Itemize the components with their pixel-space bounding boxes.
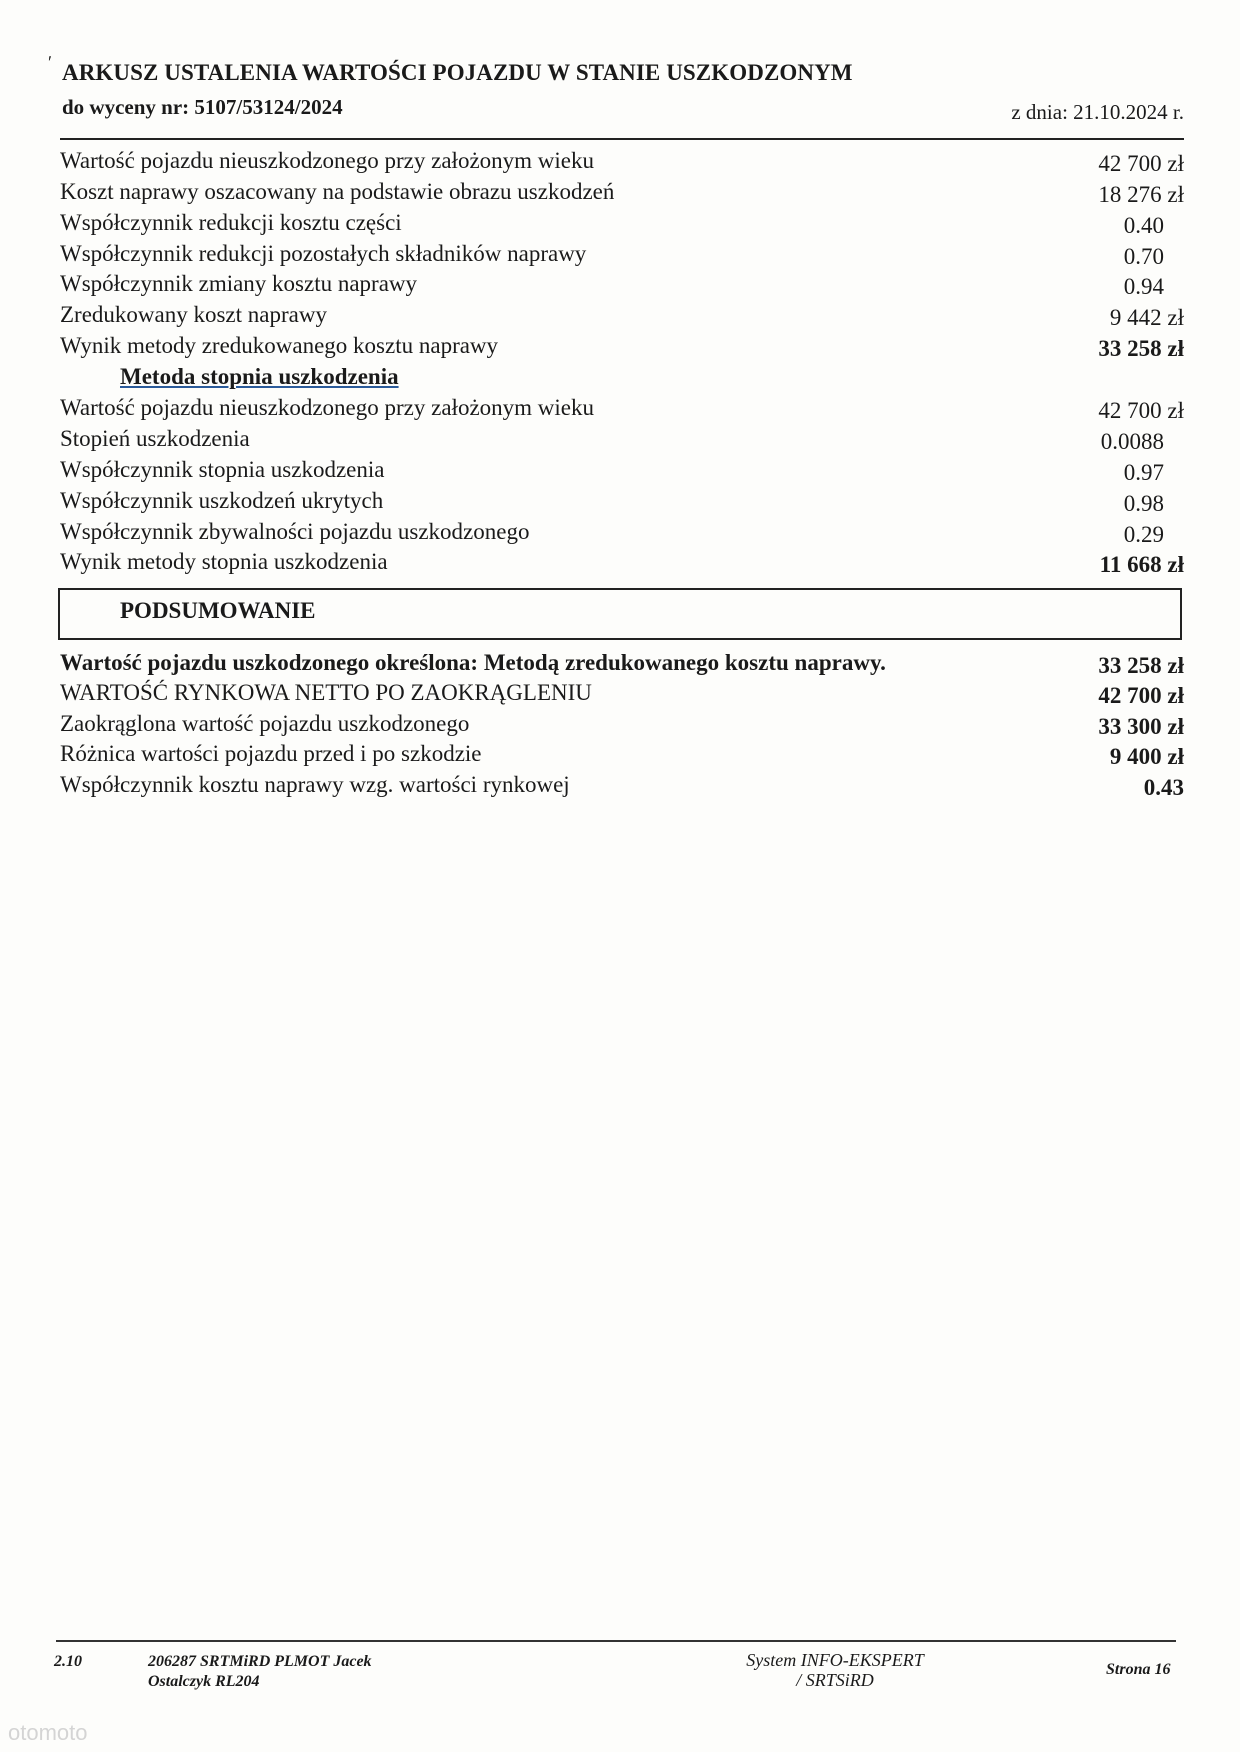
row-label: Współczynnik zbywalności pojazdu uszkodzonego [60,519,530,544]
document-title: ARKUSZ USTALENIA WARTOŚCI POJAZDU W STANIE USZKODZONYM [62,60,853,85]
footer-version: 2.10 [54,1653,82,1670]
header-divider [60,138,1184,140]
table-row [60,426,1184,456]
footer-expert-line2: Ostalczyk RL204 [148,1673,260,1690]
footer-system-line1: System INFO-EKSPERT [746,1650,924,1670]
summary-row [60,650,1184,680]
row-value: 9 400 zł [1109,744,1184,769]
row-value: 0.43 [1143,775,1184,800]
row-value: 0.97 [1123,460,1164,485]
summary-row [60,680,1184,710]
footer-system [700,1650,970,1690]
row-label: Koszt naprawy oszacowany na podstawie obrazu uszkodzeń [60,179,615,204]
table-row [60,302,1184,332]
document-date: z dnia: 21.10.2024 r. [1011,100,1184,124]
row-label: Współczynnik redukcji pozostałych składników naprawy [60,241,587,266]
valuation-reference: do wyceny nr: 5107/53124/2024 [62,95,343,119]
method1-result-row [60,333,1184,363]
summary-row [60,772,1184,802]
row-value: 42 700 zł [1098,151,1184,176]
table-row [60,457,1184,487]
tick-mark: ʹ [48,52,52,72]
row-value: 11 668 zł [1099,552,1184,577]
footer-system-line2: / SRTSiRD [796,1670,874,1690]
row-value: 42 700 zł [1098,398,1184,423]
table-row [60,488,1184,518]
footer-divider [56,1640,1176,1642]
row-value: 18 276 zł [1098,182,1184,207]
row-label: Wynik metody zredukowanego kosztu naprawy [60,333,499,358]
row-value: 0.0088 [1100,429,1164,454]
row-label: Stopień uszkodzenia [60,426,250,451]
row-label: Różnica wartości pojazdu przed i po szkodzie [60,741,482,766]
table-row [60,271,1184,301]
row-label: Współczynnik zmiany kosztu naprawy [60,271,418,296]
row-label: WARTOŚĆ RYNKOWA NETTO PO ZAOKRĄGLENIU [60,680,592,705]
row-label: Współczynnik kosztu naprawy wzg. wartości rynkowej [60,772,570,797]
row-value: 0.70 [1123,244,1164,269]
row-label: Współczynnik uszkodzeń ukrytych [60,488,384,513]
footer-expert-line1: 206287 SRTMiRD PLMOT Jacek [148,1653,372,1670]
row-value: 0.98 [1123,491,1164,516]
summary-heading: PODSUMOWANIE [120,598,316,623]
row-value: 0.29 [1123,522,1164,547]
row-label: Wartość pojazdu uszkodzonego określona: Metodą zredukowanego kosztu naprawy. [60,650,886,675]
summary-row [60,741,1184,771]
row-label: Wartość pojazdu nieuszkodzonego przy założonym wieku [60,395,594,420]
table-row [60,210,1184,240]
table-row [60,241,1184,271]
watermark-logo: otomoto [8,1720,88,1745]
table-row [60,148,1184,178]
table-row [60,395,1184,425]
table-row [60,519,1184,549]
row-value: 33 258 zł [1098,653,1184,678]
row-label: Zredukowany koszt naprawy [60,302,327,327]
method2-result-row [60,549,1184,579]
row-label: Współczynnik stopnia uszkodzenia [60,457,385,482]
row-label: Wynik metody stopnia uszkodzenia [60,549,388,574]
summary-box [58,588,1182,640]
footer-page-number: Strona 16 [1106,1661,1171,1678]
row-value: 0.94 [1123,274,1164,299]
row-label: Zaokrąglona wartość pojazdu uszkodzonego [60,711,470,736]
row-value: 33 258 zł [1098,336,1184,361]
row-value: 9 442 zł [1109,305,1184,330]
row-label: Wartość pojazdu nieuszkodzonego przy założonym wieku [60,148,594,173]
method2-heading: Metoda stopnia uszkodzenia [120,364,399,389]
table-row [60,179,1184,209]
summary-row [60,711,1184,741]
row-value: 33 300 zł [1098,714,1184,739]
row-label: Współczynnik redukcji kosztu części [60,210,402,235]
row-value: 42 700 zł [1098,683,1184,708]
footer-expert [148,1652,372,1692]
row-value: 0.40 [1123,213,1164,238]
